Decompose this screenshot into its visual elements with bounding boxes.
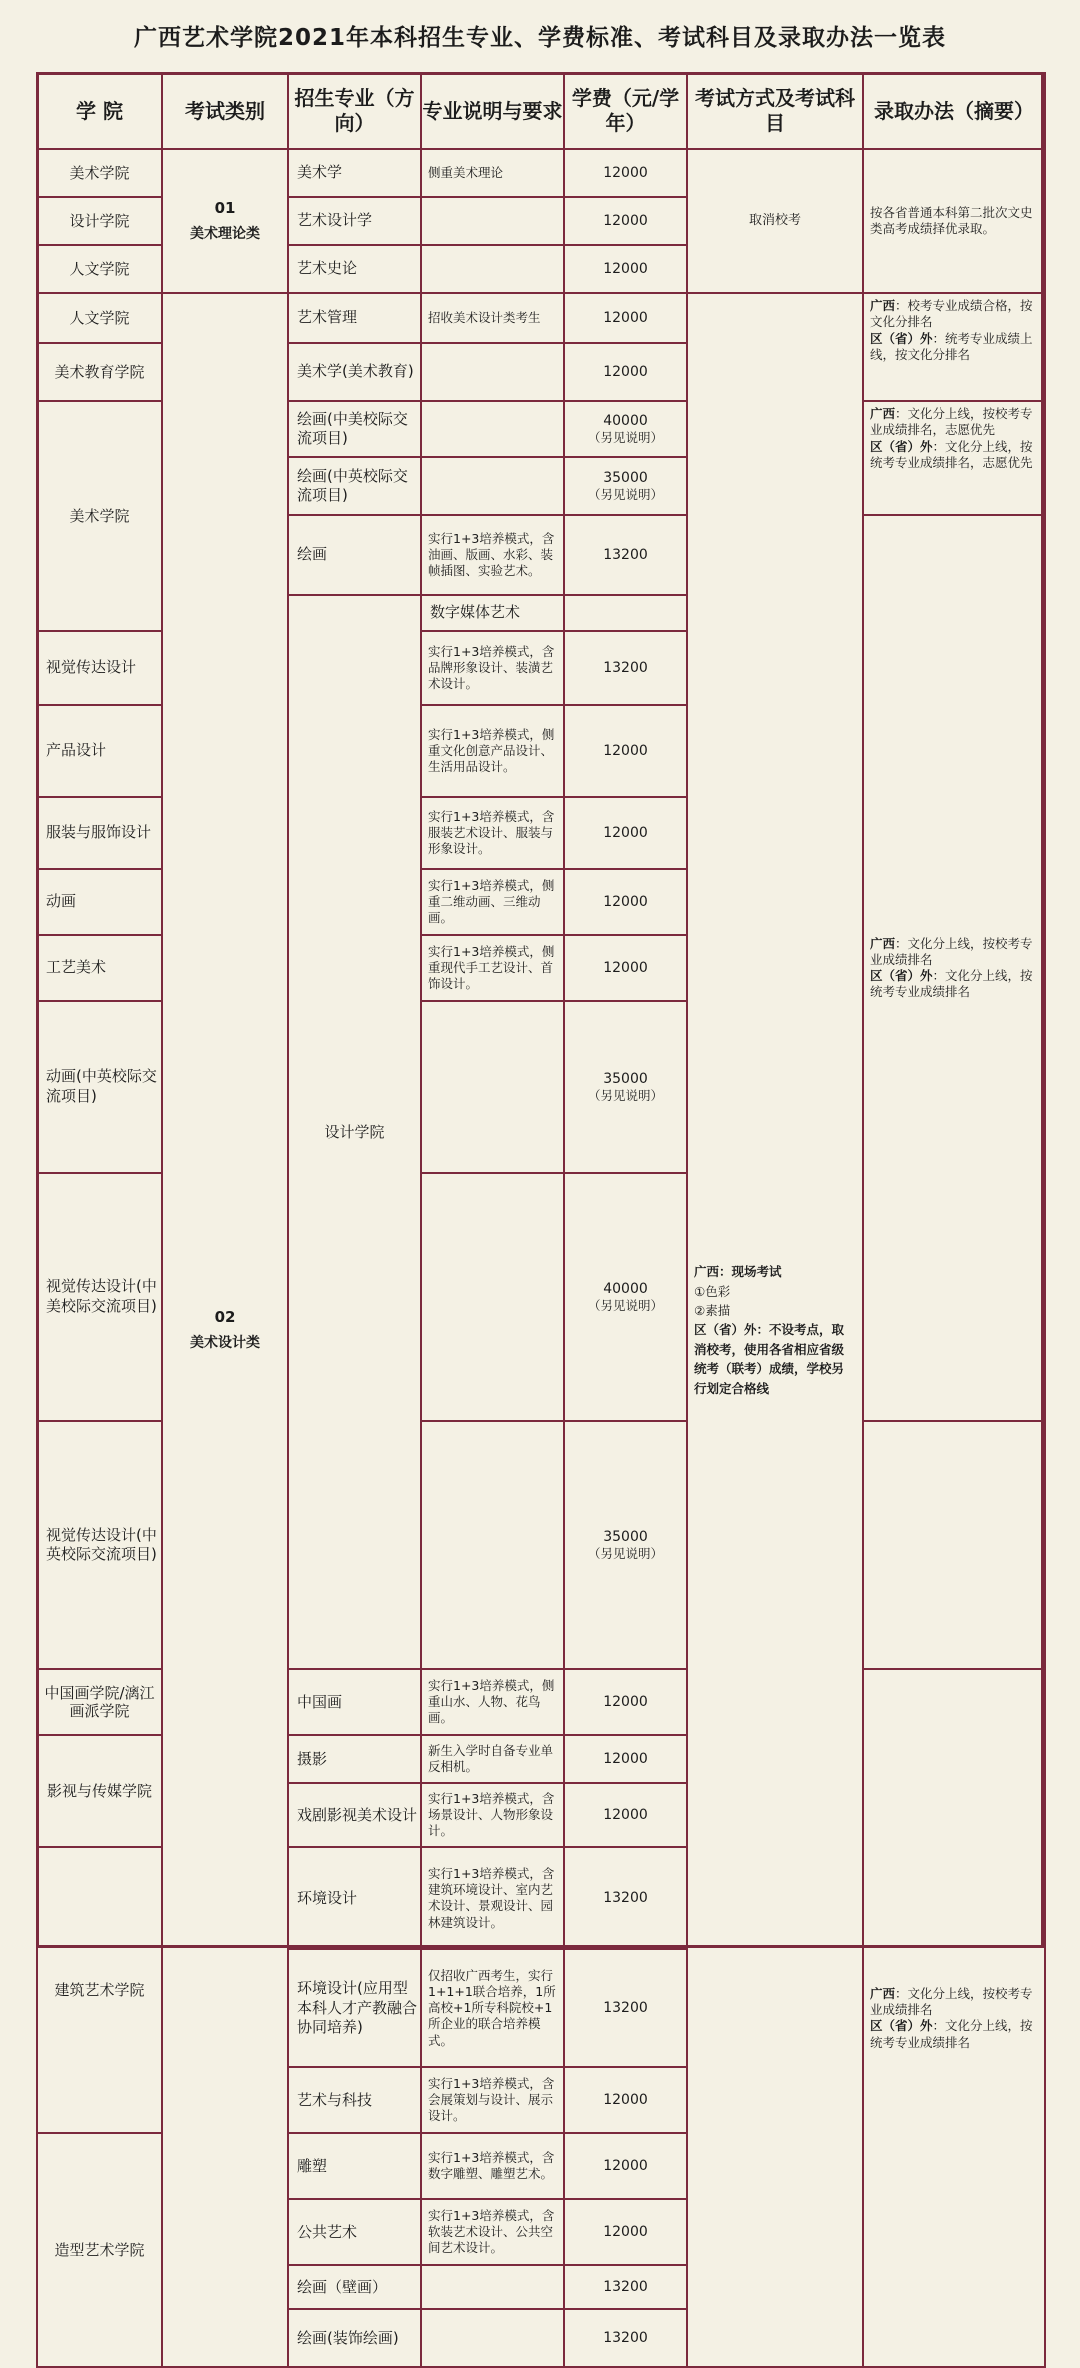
major-cell: 戏剧影视美术设计	[288, 1783, 421, 1847]
header-admission: 录取办法（摘要）	[863, 73, 1045, 149]
major-cell: 服装与服饰设计	[37, 797, 162, 869]
desc-cell: 实行1+3培养模式，含场景设计、人物形象设计。	[421, 1783, 564, 1847]
desc-cell: 实行1+3培养模式，含软装艺术设计、公共空间艺术设计。	[421, 2199, 564, 2265]
desc-cell: 实行1+3培养模式，侧重二维动画、三维动画。	[421, 869, 564, 935]
major-cell: 绘画(装饰绘画)	[288, 2309, 421, 2367]
admission-text: ：文化分上线，按校考专业成绩排名	[870, 935, 1033, 967]
college-cell: 建筑艺术学院	[37, 1847, 162, 2133]
exam-line: 广西：现场考试	[694, 1264, 782, 1280]
major-cell: 中国画	[288, 1669, 421, 1735]
admission-text: ：校考专业成绩合格，按文化分排名	[870, 298, 1033, 330]
fee-value: 35000	[603, 1528, 648, 1545]
major-cell: 视觉传达设计	[37, 631, 162, 705]
major-cell: 绘画(中美校际交流项目)	[288, 401, 421, 457]
major-cell: 美术学	[288, 149, 421, 197]
fee-note: （另见说明）	[587, 429, 663, 445]
fee-value: 12000	[603, 959, 648, 976]
fee-value: 13200	[603, 2279, 648, 2296]
admission-region: 区（省）外	[870, 968, 933, 984]
major-cell: 产品设计	[37, 705, 162, 797]
admission-region: 广西	[870, 298, 896, 313]
major-cell: 工艺美术	[37, 935, 162, 1001]
desc-cell: 新生入学时自备专业单反相机。	[421, 1735, 564, 1783]
admission-cell: 按各省普通本科第二批次文史类高考成绩择优录取。	[863, 149, 1045, 293]
major-cell: 绘画	[288, 515, 421, 595]
major-cell: 视觉传达设计(中英校际交流项目)	[37, 1421, 162, 1669]
major-cell: 动画(中英校际交流项目)	[37, 1001, 162, 1173]
header-exam: 考试方式及考试科目	[687, 73, 863, 149]
college-cell: 人文学院	[37, 293, 162, 343]
admission-region: 区（省）外	[870, 2018, 933, 2034]
header-fee: 学费（元/学年）	[564, 73, 687, 149]
admission-text: ：文化分上线，按统考专业成绩排名	[870, 2018, 1033, 2050]
desc-cell: 实行1+3培养模式，含数字雕塑、雕塑艺术。	[421, 2133, 564, 2199]
admission-region: 区（省）外	[870, 330, 933, 346]
college-cell: 美术学院	[37, 401, 162, 631]
admission-region: 区（省）外	[870, 438, 933, 454]
fee-value: 12000	[603, 1807, 648, 1824]
fee-value: 12000	[603, 742, 648, 759]
fee-note: （另见说明）	[587, 486, 663, 502]
major-cell: 环境设计	[288, 1847, 421, 1949]
fee-value: 12000	[603, 824, 648, 841]
college-cell: 影视与传媒学院	[37, 1735, 162, 1847]
page-title: 广西艺术学院2021年本科招生专业、学费标准、考试科目及录取办法一览表	[133, 24, 946, 51]
major-cell: 环境设计(应用型本科人才产教融合协同培养)	[288, 1949, 421, 2067]
major-cell: 视觉传达设计(中美校际交流项目)	[37, 1173, 162, 1421]
fee-value: 13200	[603, 1890, 648, 1907]
admission-text: ：文化分上线，按统考专业成绩排名，志愿优先	[870, 438, 1033, 470]
fee-note: （另见说明）	[587, 1546, 663, 1562]
fee-value: 13200	[603, 2330, 648, 2347]
major-cell: 绘画（壁画）	[288, 2265, 421, 2309]
major-cell: 艺术史论	[288, 245, 421, 293]
college-cell: 设计学院	[37, 197, 162, 245]
desc-cell: 实行1+3培养模式，侧重山水、人物、花鸟画。	[421, 1669, 564, 1735]
admission-text: ：文化分上线，按统考专业成绩排名	[870, 968, 1033, 1000]
category-name: 美术理论类	[190, 225, 260, 242]
header-desc: 专业说明与要求	[421, 73, 564, 149]
major-cell: 艺术管理	[288, 293, 421, 343]
exam-cell: 取消校考	[687, 149, 863, 293]
admission-region: 广西	[870, 935, 896, 951]
college-cell: 美术教育学院	[37, 343, 162, 401]
fee-value: 12000	[603, 1751, 648, 1768]
major-cell: 艺术设计学	[288, 197, 421, 245]
desc-cell: 仅招收广西考生，实行1+1+1联合培养，1所高校+1所专科院校+1所企业的联合培养模式。	[421, 1949, 564, 2067]
desc-cell: 实行1+3培养模式，侧重现代手工艺设计、首饰设计。	[421, 935, 564, 1001]
exam-line: 区（省）外：不设考点，取消校考，使用各省相应省级统考（联考）成绩，学校另行划定合格线	[694, 1322, 845, 1396]
major-cell: 摄影	[288, 1735, 421, 1783]
desc-cell: 侧重美术理论	[421, 149, 564, 197]
fee-value: 40000	[603, 412, 648, 429]
major-cell: 绘画(中英校际交流项目)	[288, 457, 421, 515]
major-cell: 艺术与科技	[288, 2067, 421, 2133]
college-cell: 设计学院	[288, 595, 421, 1669]
fee-note: （另见说明）	[587, 1297, 663, 1313]
college-cell: 美术学院	[37, 149, 162, 197]
fee-cell	[564, 2199, 687, 2265]
category-number: 02	[214, 1308, 236, 1326]
fee-value: 35000	[603, 469, 648, 486]
admission-region: 广西	[870, 406, 896, 421]
major-cell: 动画	[37, 869, 162, 935]
college-cell: 人文学院	[37, 245, 162, 293]
header-category: 考试类别	[162, 73, 288, 149]
major-cell: 美术学(美术教育)	[288, 343, 421, 401]
fee-value: 12000	[603, 212, 648, 229]
fee-cell	[564, 2309, 687, 2367]
fee-value: 12000	[603, 2158, 648, 2175]
header-college: 学 院	[37, 73, 162, 149]
admission-region: 广西	[870, 1985, 896, 2001]
fee-cell	[564, 2265, 687, 2309]
desc-cell	[421, 2265, 564, 2309]
fee-value: 12000	[603, 1694, 648, 1711]
fee-note: （另见说明）	[587, 1087, 663, 1103]
exam-line: ①色彩	[694, 1283, 731, 1299]
desc-cell: 实行1+3培养模式，侧重文化创意产品设计、生活用品设计。	[421, 705, 564, 797]
major-cell: 公共艺术	[288, 2199, 421, 2265]
fee-cell	[564, 2133, 687, 2199]
fee-value: 12000	[603, 2224, 648, 2241]
fee-value: 12000	[603, 164, 648, 181]
desc-cell: 实行1+3培养模式，含建筑环境设计、室内艺术设计、景观设计、园林建筑设计。	[421, 1847, 564, 1949]
fee-value: 12000	[603, 893, 648, 910]
fee-value: 13200	[603, 659, 648, 676]
admission-text: ：文化分上线，按校考专业成绩排名	[870, 1985, 1033, 2017]
fee-cell	[564, 2067, 687, 2133]
header-major: 招生专业（方向）	[288, 73, 421, 149]
desc-cell: 实行1+3培养模式，含油画、版画、水彩、装帧插图、实验艺术。	[421, 515, 564, 595]
exam-line: ②素描	[694, 1303, 731, 1319]
fee-value: 12000	[603, 260, 648, 277]
major-cell: 数字媒体艺术	[421, 595, 564, 631]
table-frame	[36, 72, 1044, 1948]
category-number: 01	[214, 198, 236, 217]
desc-cell: 实行1+3培养模式，含服装艺术设计、服装与形象设计。	[421, 797, 564, 869]
desc-cell: 实行1+3培养模式，含会展策划与设计、展示设计。	[421, 2067, 564, 2133]
admission-text: ：统考专业成绩上线，按文化分排名	[870, 330, 1033, 362]
admission-text: ：文化分上线，按校考专业成绩排名，志愿优先	[870, 406, 1033, 438]
fee-value: 35000	[603, 1070, 648, 1087]
major-cell: 雕塑	[288, 2133, 421, 2199]
college-cell: 造型艺术学院	[37, 2133, 162, 2367]
category-name: 美术设计类	[190, 1334, 260, 1351]
fee-cell	[564, 1949, 687, 2067]
desc-cell: 招收美术设计类考生	[421, 293, 564, 343]
desc-cell	[421, 2309, 564, 2367]
desc-cell: 实行1+3培养模式，含品牌形象设计、装潢艺术设计。	[421, 631, 564, 705]
college-cell: 中国画学院/漓江画派学院	[37, 1669, 162, 1735]
fee-value: 12000	[603, 309, 648, 326]
fee-value: 12000	[603, 363, 648, 380]
fee-value: 12000	[603, 2092, 648, 2109]
fee-value: 13200	[603, 546, 648, 563]
fee-value: 13200	[603, 2000, 648, 2017]
fee-value: 40000	[603, 1280, 648, 1297]
